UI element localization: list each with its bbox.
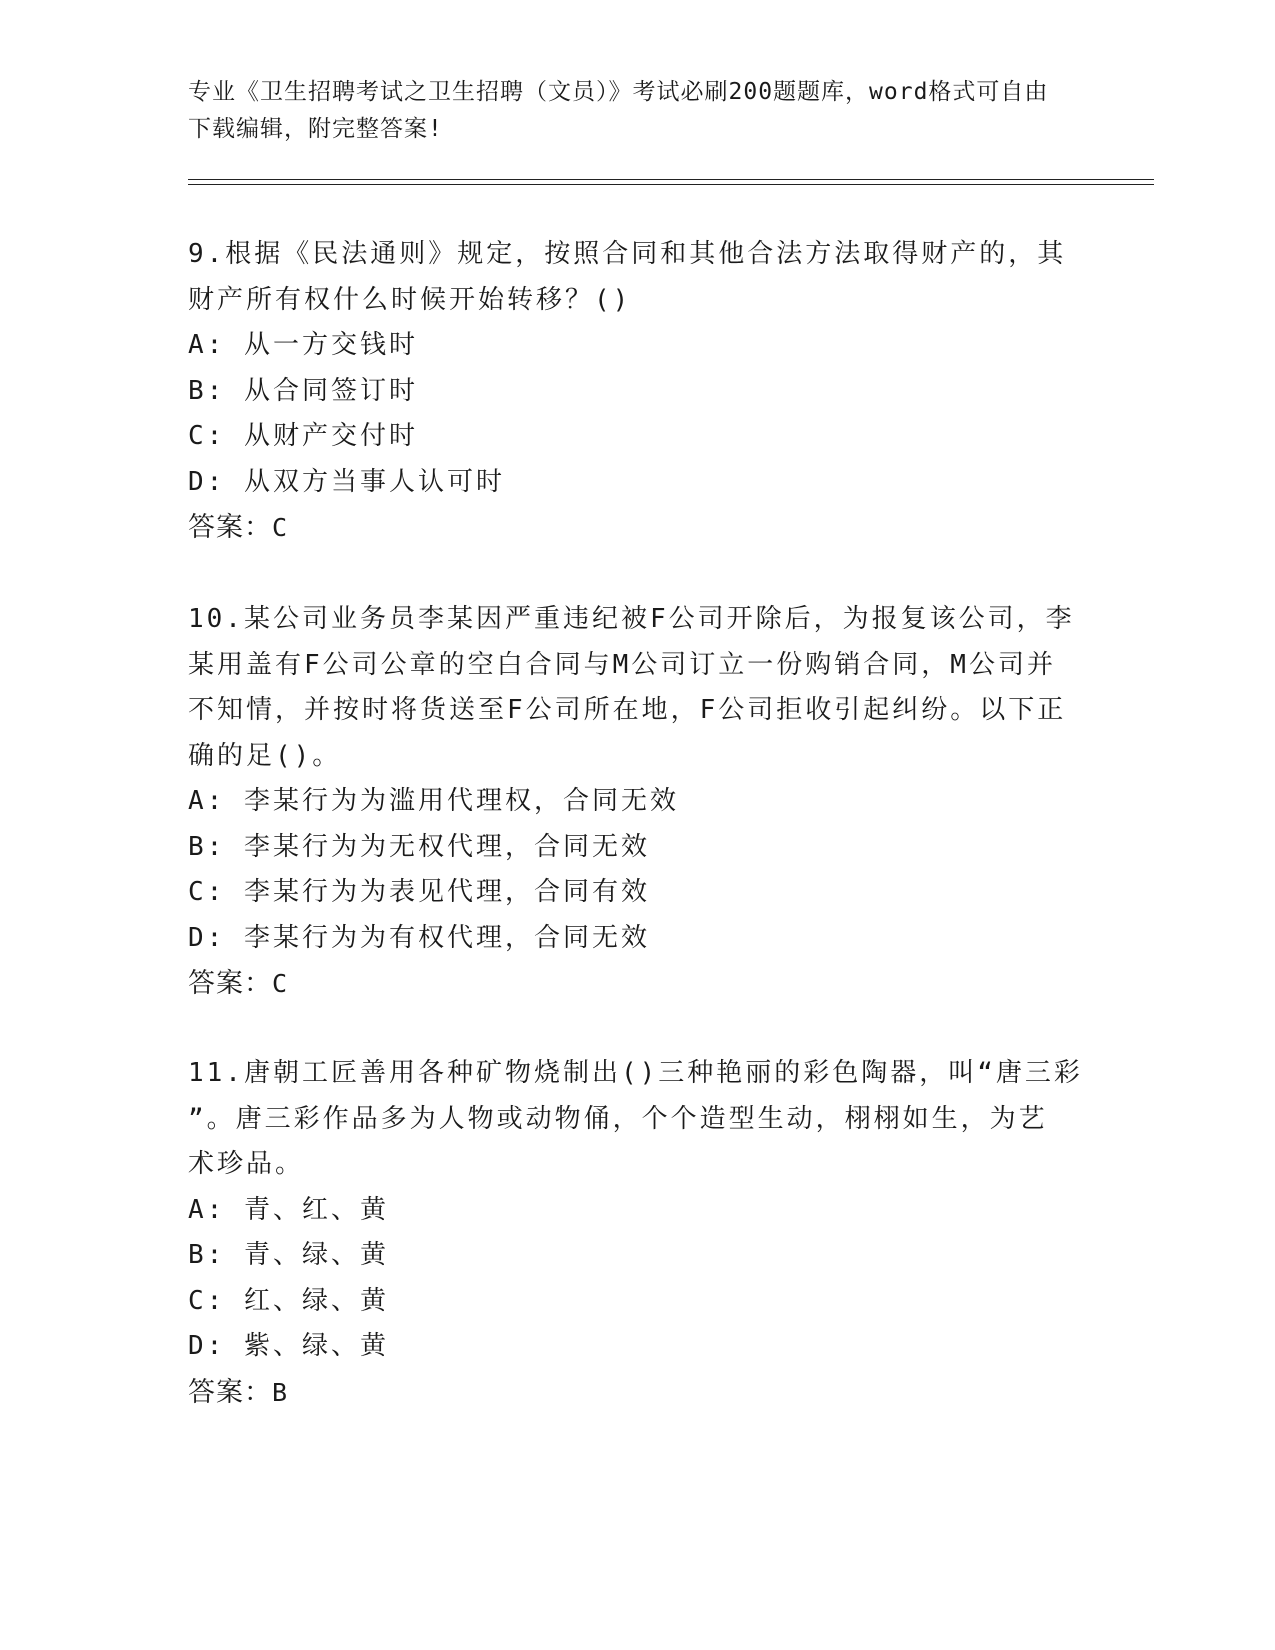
option-key: D: (188, 1331, 226, 1361)
option-d (188, 460, 1088, 506)
answer-value: C (272, 969, 289, 998)
answer-label: 答案： (188, 968, 272, 999)
option-key: A: (188, 330, 226, 360)
question-stem-line: 术珍品。 (188, 1149, 305, 1179)
question-9 (188, 232, 1088, 551)
option-list (188, 323, 1088, 505)
question-stem-line: 10.某公司业务员李某因严重违纪被F公司开除后，为报复该公司，李 (188, 604, 1075, 634)
option-b (188, 825, 1088, 871)
question-stem-line: 确的足()。 (188, 740, 342, 771)
option-key: D: (188, 466, 226, 497)
option-text: 李某行为为无权代理，合同无效 (243, 831, 650, 862)
answer-line (188, 505, 1088, 551)
option-key: B: (188, 375, 226, 406)
question-stem (188, 232, 1088, 323)
header-divider-bottom (188, 184, 1154, 185)
question-stem-line: 不知情，并按时将货送至F公司所在地，F公司拒收引起纠纷。以下正 (188, 695, 1067, 725)
option-text: 紫、绿、黄 (243, 1331, 389, 1361)
option-key: B: (188, 1240, 226, 1270)
option-c (188, 1279, 1088, 1325)
question-stem (188, 597, 1088, 779)
question-stem-line: 某用盖有F公司公章的空白合同与M公司订立一份购销合同，M公司并 (188, 649, 1056, 680)
question-stem-line: 9.根据《民法通则》规定，按照合同和其他合法方法取得财产的，其 (188, 239, 1067, 269)
option-text: 从双方当事人认可时 (243, 466, 505, 497)
option-a (188, 1188, 1088, 1234)
option-key: C: (188, 1285, 226, 1316)
option-d (188, 1324, 1088, 1370)
question-stem-line: 11.唐朝工匠善用各种矿物烧制出()三种艳丽的彩色陶器，叫“唐三彩 (188, 1058, 1083, 1088)
answer-value: C (272, 513, 289, 542)
option-text: 从合同签订时 (243, 375, 418, 406)
question-11 (188, 1051, 1088, 1415)
answer-label: 答案： (188, 512, 272, 543)
option-text: 红、绿、黄 (243, 1285, 389, 1316)
option-c (188, 414, 1088, 460)
option-text: 李某行为为表见代理，合同有效 (243, 877, 650, 907)
option-key: B: (188, 831, 226, 862)
answer-value: B (272, 1377, 289, 1407)
option-a (188, 323, 1088, 369)
option-list (188, 1188, 1088, 1370)
question-stem-line: ”。唐三彩作品多为人物或动物俑，个个造型生动，栩栩如生，为艺 (188, 1103, 1048, 1134)
option-d (188, 916, 1088, 962)
answer-label: 答案： (188, 1376, 272, 1408)
option-text: 青、红、黄 (243, 1194, 389, 1225)
header-divider-top (188, 179, 1154, 180)
option-list (188, 779, 1088, 961)
option-text: 从财产交付时 (243, 421, 418, 451)
option-text: 李某行为为滥用代理权，合同无效 (243, 786, 679, 816)
option-key: C: (188, 421, 226, 451)
answer-line (188, 1370, 1088, 1416)
question-10 (188, 597, 1088, 1007)
question-stem (188, 1051, 1088, 1188)
option-key: C: (188, 877, 226, 907)
document-header-intro: 专业《卫生招聘考试之卫生招聘（文员）》考试必刷200题题库，word格式可自由下载编辑，附完整答案! (188, 79, 1049, 142)
question-stem-line: 财产所有权什么时候开始转移？() (188, 284, 632, 315)
option-text: 青、绿、黄 (243, 1240, 389, 1270)
option-a (188, 779, 1088, 825)
option-c (188, 870, 1088, 916)
option-key: A: (188, 1194, 226, 1225)
option-text: 从一方交钱时 (243, 330, 418, 360)
option-b (188, 369, 1088, 415)
option-key: A: (188, 786, 226, 816)
option-key: D: (188, 922, 226, 953)
option-b (188, 1233, 1088, 1279)
option-text: 李某行为为有权代理，合同无效 (243, 922, 650, 953)
answer-line (188, 961, 1088, 1007)
